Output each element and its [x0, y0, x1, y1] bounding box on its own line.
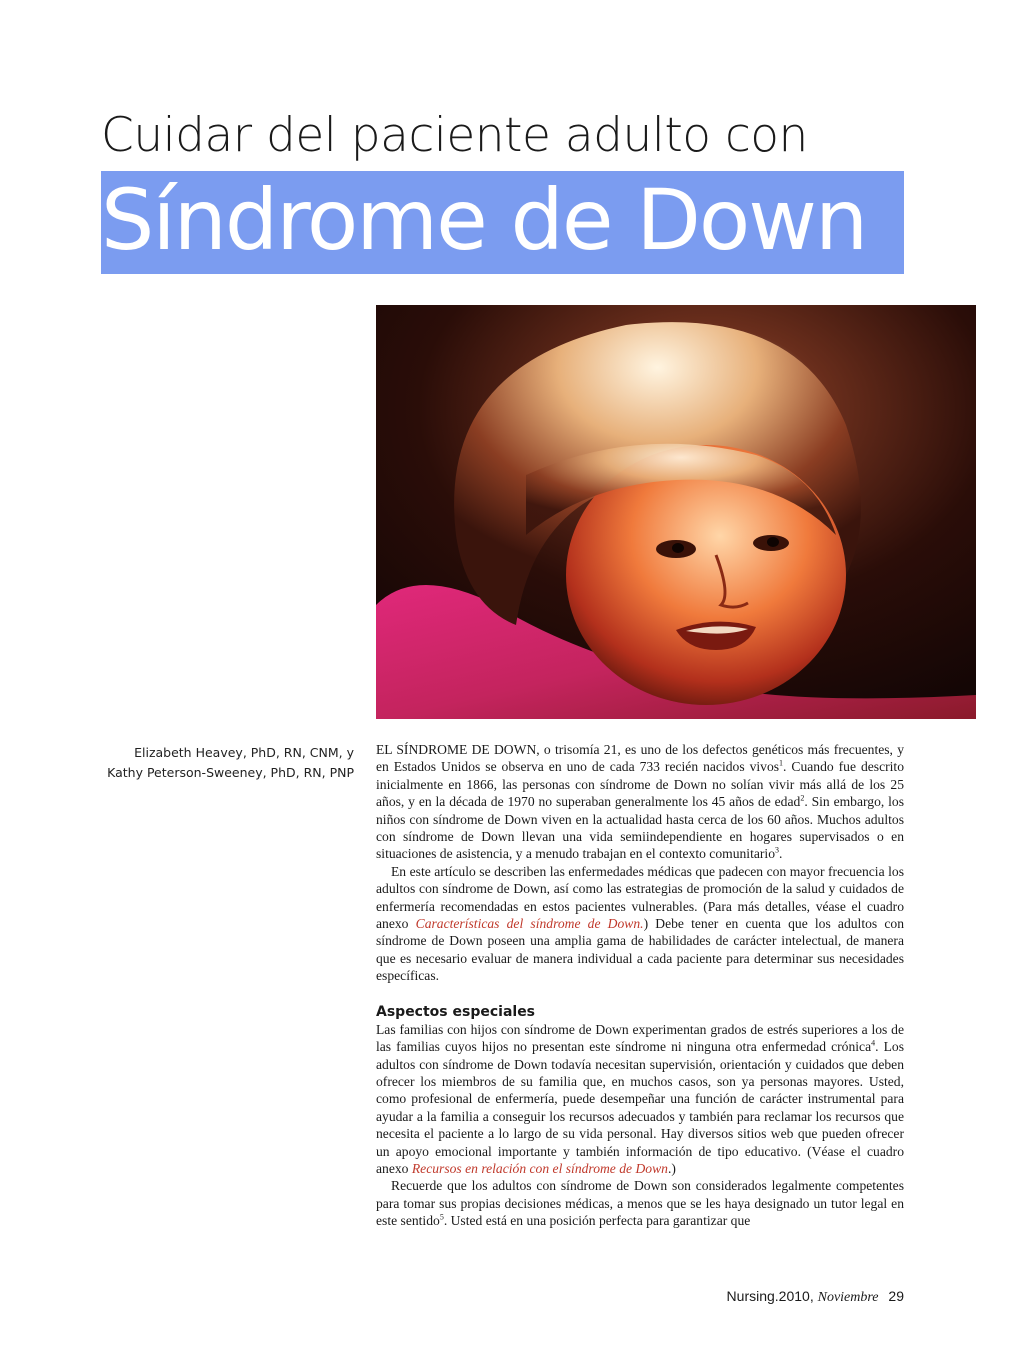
- author-line-1: Elizabeth Heavey, PhD, RN, CNM, y: [134, 745, 354, 760]
- paragraph-2: [376, 863, 904, 985]
- citation: 5: [439, 1212, 444, 1222]
- portrait-photo-icon: [376, 305, 976, 719]
- section-heading: Aspectos especiales: [376, 1003, 536, 1020]
- text: ) Debe tener en cuenta que los adultos con síndrome de Down poseen una amplia gama de habilidades de carácter intelectual, de manera que es necesario evaluar de manera individual a cada paciente para determinar sus necesidades específicas.: [376, 916, 904, 984]
- lead-in: EL SÍNDROME DE DOWN: [376, 742, 537, 757]
- issue-month: Noviembre: [817, 1290, 879, 1305]
- box-reference-link[interactable]: Características del síndrome de Down.: [415, 916, 644, 932]
- text: . Sin embargo, los niños con síndrome de Down viven en la actualidad hasta cerca de los 60 años. Muchos adultos con síndrome de Down llevan una vida semiindependiente en hogares supervisados o en situaciones de asistencia, y a menudo trabajan en el contexto comunitario: [376, 794, 904, 862]
- page-number: 29: [888, 1288, 904, 1304]
- text: .: [779, 846, 783, 862]
- title-line-1: Cuidar del paciente adulto con: [101, 108, 808, 163]
- paragraph-4: [376, 1177, 904, 1229]
- citation: 3: [775, 845, 779, 855]
- text: , o trisomía 21, es uno de los defectos genéticos más frecuentes, y en Estados Unidos se observa en uno de cada 733 recién nacidos vivos: [376, 742, 904, 775]
- citation: 1: [779, 758, 784, 768]
- citation: 4: [871, 1038, 876, 1048]
- box-reference-link[interactable]: Recursos en relación con el síndrome de Down: [411, 1160, 668, 1176]
- text: Recuerde que los adultos con síndrome de Down son considerados legalmente competentes para tomar sus propias decisiones médicas, a menos que se les haya designado un tutor legal en este sentido: [376, 1178, 904, 1229]
- text: .): [667, 1160, 676, 1176]
- text: . Usted está en una posición perfecta para garantizar que: [443, 1213, 751, 1229]
- paragraph-3: [376, 1021, 904, 1178]
- text: Las familias con hijos con síndrome de Down experimentan grados de estrés superiores a los de las familias cuyos hijos no presentan este síndrome ni ninguna otra enfermedad crónica: [376, 1021, 904, 1055]
- portrait-photo: [376, 305, 976, 719]
- text: . Cuando fue descrito inicialmente en 1866, las personas con síndrome de Down no solían vivir más allá de los 25 años, y en la década de 1970 no superaban generalmente los 45 años de edad: [376, 759, 905, 810]
- text: . Los adultos con síndrome de Down todavía necesitan supervisión, orientación y cuidados que deben ofrecer los miembros de su familia que, en muchos casos, son ya personas mayores. Usted, como profesional de enfermería, puede desempeñar una función de carácter instrumental para ayudar a la familia a conseguir los recursos adecuados y también para reclamar los recursos que necesita el paciente a lo largo de su vida personal. Hay diversos sitios web que pueden ofrecer un apoyo emocional importante y también información de tipo educativo. (Véase el cuadro anexo: [376, 1039, 904, 1176]
- paragraph-1: [376, 741, 904, 863]
- author-line-2: Kathy Peterson-Sweeney, PhD, RN, PNP: [107, 765, 354, 780]
- author-byline: [100, 743, 354, 783]
- title-line-2: Síndrome de Down: [101, 171, 867, 269]
- text: En este artículo se describen las enfermedades médicas que padecen con mayor frecuencia los adultos con síndrome de Down, así como las estrategias de promoción de la salud y cuidados de enfermería recomendadas en estos pacientes vulnerables. (Para más detalles, véase el cuadro anexo: [376, 863, 904, 932]
- journal-name: Nursing.2010,: [726, 1288, 814, 1304]
- article-body: [376, 741, 904, 1230]
- citation: 2: [800, 793, 805, 803]
- page-footer: [727, 1288, 904, 1306]
